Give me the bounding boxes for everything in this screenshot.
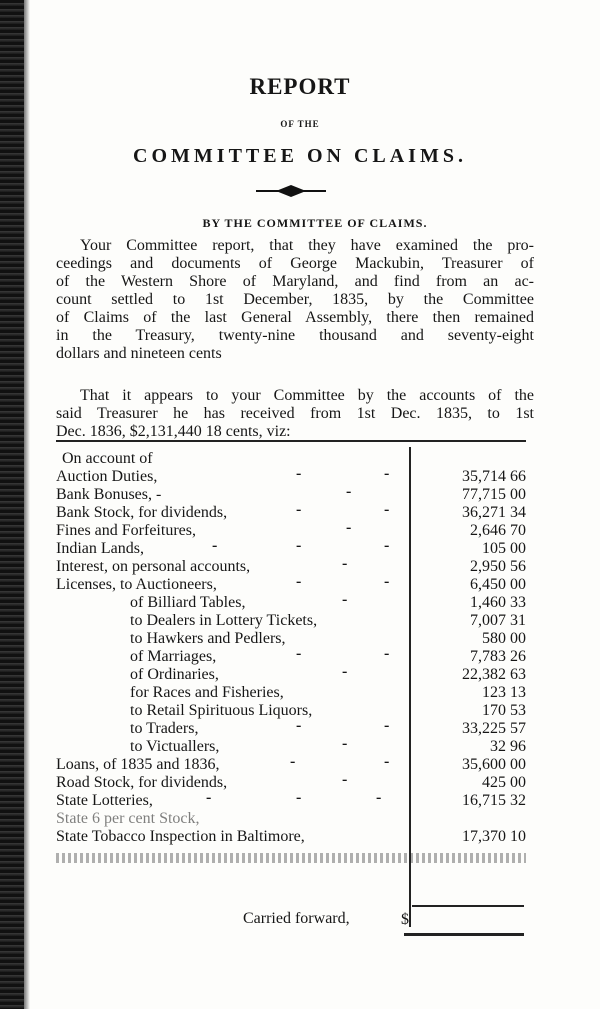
divider-ornament-icon	[256, 184, 326, 198]
item-amount: 17,370 10	[462, 828, 526, 845]
item-label: Fines and Forfeitures,	[56, 522, 196, 539]
paragraph-line: Your Committee report, that they have examined the pro-	[80, 237, 534, 254]
leader-dash: -	[296, 717, 302, 734]
item-amount: 35,714 66	[462, 468, 526, 485]
item-label: State Tobacco Inspection in Baltimore,	[56, 828, 305, 845]
item-label: to Dealers in Lottery Tickets,	[130, 612, 318, 629]
paragraph-line: of Claims of the last General Assembly, there then remained	[56, 309, 534, 326]
leader-dash: -	[342, 771, 348, 788]
list-item	[56, 684, 526, 702]
item-label: of Marriages,	[130, 648, 217, 665]
table-top-rule	[56, 440, 526, 442]
item-label: of Ordinaries,	[130, 666, 219, 683]
paragraph-line: ceedings and documents of George Mackubin, Treasurer of	[56, 255, 534, 272]
leader-dash: -	[346, 519, 352, 536]
item-amount: 36,271 34	[462, 504, 526, 521]
item-amount: 7,783 26	[470, 648, 526, 665]
list-item	[56, 591, 526, 612]
leader-dash: -	[342, 735, 348, 752]
item-label: State Lotteries,	[56, 792, 153, 809]
item-label: Road Stock, for dividends,	[56, 774, 228, 791]
total-dollar-sign: $	[401, 911, 409, 928]
list-item	[56, 483, 526, 504]
list-item	[56, 810, 526, 828]
item-label: State 6 per cent Stock,	[56, 810, 200, 827]
item-amount: 123 13	[482, 684, 526, 701]
paragraph-line: of the Western Shore of Maryland, and find from an ac-	[56, 273, 534, 290]
item-amount: 16,715 32	[462, 792, 526, 809]
leader-dash: -	[296, 465, 302, 482]
leader-dash: -	[384, 501, 390, 518]
leader-dash: -	[342, 591, 348, 608]
list-item	[56, 717, 526, 738]
leader-dash: -	[384, 465, 390, 482]
list-item	[56, 753, 526, 774]
list-item	[56, 450, 526, 468]
leader-dash: -	[384, 573, 390, 590]
list-item	[56, 771, 526, 792]
report-title: REPORT	[249, 74, 351, 99]
paragraph-line: count settled to 1st December, 1835, by the Committee	[56, 291, 534, 308]
byline: BY THE COMMITTEE OF CLAIMS.	[202, 216, 428, 230]
item-label: of Billiard Tables,	[130, 594, 246, 611]
item-amount: 35,600 00	[462, 756, 526, 773]
item-label: Interest, on personal accounts,	[56, 558, 251, 575]
leader-dash: -	[342, 555, 348, 572]
leader-dash: -	[296, 501, 302, 518]
item-amount: 22,382 63	[462, 666, 526, 683]
item-amount: 7,007 31	[470, 612, 526, 629]
list-item	[56, 501, 526, 522]
item-label: Auction Duties,	[56, 468, 158, 485]
leader-dash: -	[296, 537, 302, 554]
leader-dash: -	[206, 789, 212, 806]
item-label: to Retail Spirituous Liquors,	[130, 702, 313, 719]
list-item	[56, 702, 526, 720]
list-item	[56, 555, 526, 576]
list-item	[56, 828, 526, 846]
paragraph-line: That it appears to your Committee by the accounts of the	[80, 387, 534, 404]
leader-dash: -	[384, 753, 390, 770]
leader-dash: -	[346, 483, 352, 500]
item-amount: 33,225 57	[462, 720, 526, 737]
report-paragraph-1	[56, 237, 534, 363]
list-item	[56, 645, 526, 666]
item-label: On account of	[62, 450, 153, 467]
item-amount: 170 53	[482, 702, 526, 719]
item-label: Indian Lands,	[56, 540, 144, 557]
leader-dash: -	[290, 753, 296, 770]
committee-title: COMMITTEE ON CLAIMS.	[133, 145, 467, 167]
item-amount: 77,715 00	[462, 486, 526, 503]
item-label: Bank Stock, for dividends,	[56, 504, 228, 521]
leader-dash: -	[384, 717, 390, 734]
item-amount: 2,950 56	[470, 558, 526, 575]
item-label: to Traders,	[130, 720, 199, 737]
leader-dash: -	[342, 663, 348, 680]
of-the-label: OF THE	[280, 119, 320, 129]
item-amount: 32 96	[490, 738, 526, 755]
list-item	[56, 519, 526, 540]
carried-forward-label: Carried forward,	[243, 910, 350, 927]
report-paragraph-2	[56, 387, 534, 441]
receipts-list	[56, 450, 526, 846]
item-amount: 2,646 70	[470, 522, 526, 539]
leader-dash: -	[376, 789, 382, 806]
item-amount: 425 00	[482, 774, 526, 791]
item-label: Bank Bonuses, -	[56, 486, 162, 503]
list-item	[56, 573, 526, 594]
leader-dash: -	[296, 573, 302, 590]
leader-dash: -	[296, 789, 302, 806]
item-label: for Races and Fisheries,	[130, 684, 284, 701]
item-amount: 6,450 00	[470, 576, 526, 593]
item-label: to Victuallers,	[130, 738, 220, 755]
paragraph-line: in the Treasury, twenty-nine thousand and seventy-eight	[56, 327, 534, 344]
list-item	[56, 630, 526, 648]
leader-dash: -	[212, 537, 218, 554]
paragraph-line: dollars and nineteen cents	[56, 345, 222, 362]
item-amount: 1,460 33	[470, 594, 526, 611]
leader-dash: -	[384, 645, 390, 662]
leader-dash: -	[384, 537, 390, 554]
print-smudge	[56, 853, 526, 863]
list-item	[56, 663, 526, 684]
list-item	[56, 789, 526, 810]
item-amount: 105 00	[482, 540, 526, 557]
item-label: Loans, of 1835 and 1836,	[56, 756, 220, 773]
paragraph-line: Dec. 1836, $2,131,440 18 cents, viz:	[56, 423, 291, 440]
paragraph-line: said Treasurer he has received from 1st Dec. 1835, to 1st	[56, 405, 534, 422]
leader-dash: -	[296, 645, 302, 662]
item-label: Licenses, to Auctioneers,	[56, 576, 217, 593]
total-rule	[412, 905, 524, 907]
total-double-rule	[404, 933, 524, 936]
item-amount: 580 00	[482, 630, 526, 647]
list-item	[56, 465, 526, 486]
list-item	[56, 612, 526, 630]
list-item	[56, 537, 526, 558]
item-label: to Hawkers and Pedlers,	[130, 630, 286, 647]
